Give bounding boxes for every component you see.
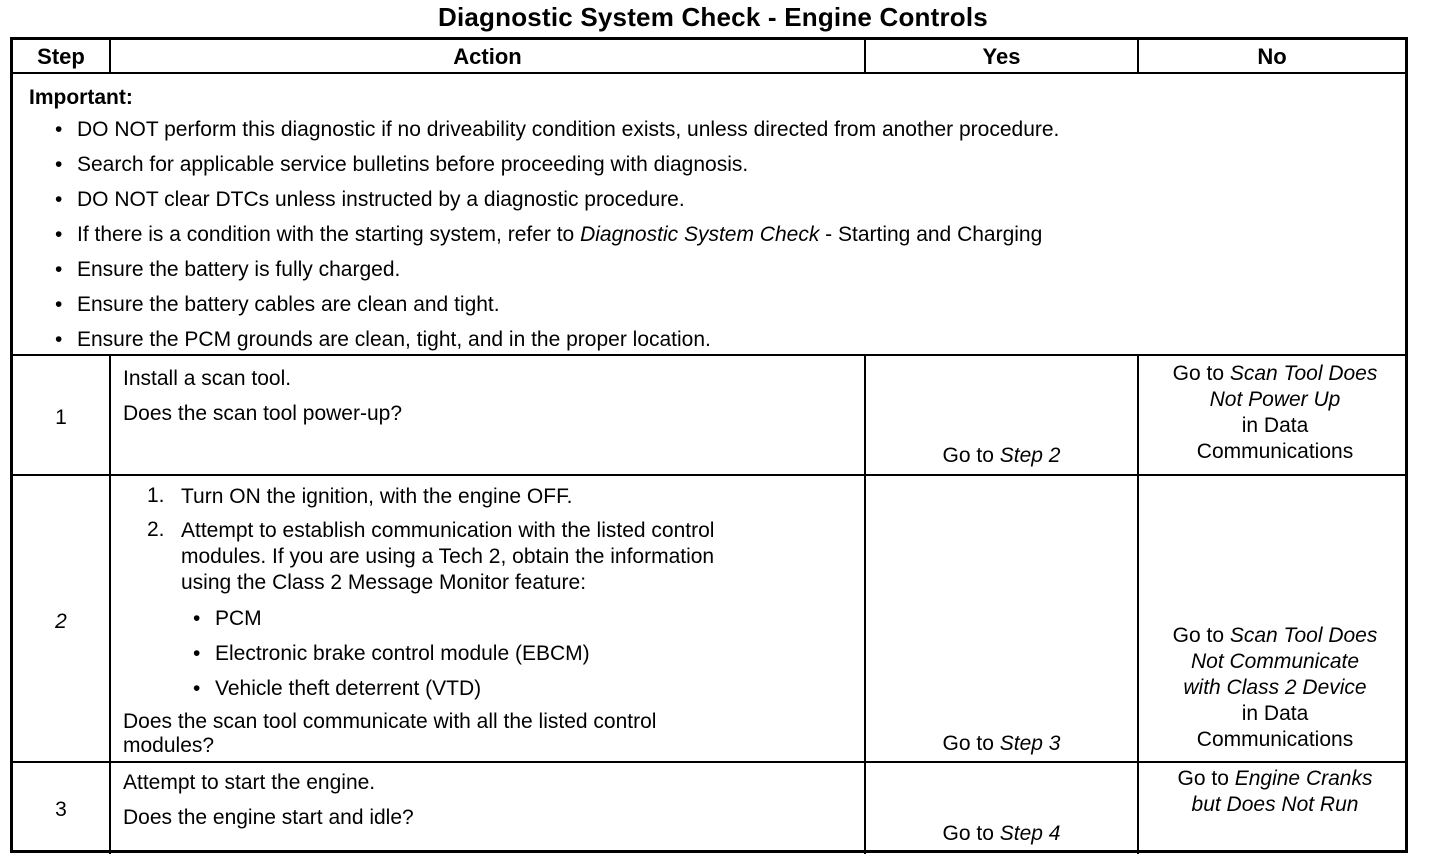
header-action: Action (453, 44, 522, 69)
action-question: Does the scan tool communicate with all the listed control modules? (123, 710, 657, 757)
module-item: • Electronic brake control module (EBCM) (215, 642, 590, 666)
action-text: Attempt to start the engine. (123, 771, 376, 794)
module-item: • Vehicle theft deterrent (VTD) (215, 677, 481, 701)
header-step: Step (37, 44, 85, 69)
header-yes: Yes (982, 44, 1021, 69)
substep-text: Attempt to establish communication with the listed control modules. If you are using a Tech 2, obtain the information using the Class 2 Message Monitor feature: (181, 519, 715, 594)
important-bullet: • DO NOT perform this diagnostic if no driveability condition exists, unless directed from another procedure. (77, 118, 1059, 142)
yes-result: Go to Step 2 (942, 444, 1061, 467)
substep-number: 2. (147, 518, 165, 541)
important-divider (13, 354, 1405, 356)
no-result: Go to Engine Cranks but Does Not Run (1177, 767, 1373, 816)
action-question: Does the engine start and idle? (123, 806, 414, 829)
important-bullet: • Search for applicable service bulletins before proceeding with diagnosis. (77, 153, 748, 177)
important-bullet: • If there is a condition with the starting system, refer to Diagnostic System Check - Starting and Charging (77, 223, 1042, 247)
module-item: • PCM (215, 607, 262, 631)
header-no: No (1257, 44, 1287, 69)
diagnostic-table (10, 37, 1408, 853)
important-bullet: • DO NOT clear DTCs unless instructed by a diagnostic procedure. (77, 188, 685, 212)
yes-result: Go to Step 4 (942, 822, 1061, 845)
important-bullet: • Ensure the PCM grounds are clean, tight, and in the proper location. (77, 328, 711, 352)
important-bullet: • Ensure the battery cables are clean and tight. (77, 293, 500, 317)
col-divider (864, 354, 866, 854)
header-divider (13, 72, 1405, 74)
no-result: Go to Scan Tool Does Not Power Up in Data Communications (1172, 362, 1378, 463)
row2-divider (13, 761, 1405, 763)
substep-text: Turn ON the ignition, with the engine OFF. (181, 485, 573, 508)
step-number: 3 (55, 798, 67, 821)
no-result: Go to Scan Tool Does Not Communicate with Class 2 Device in Data Communications (1172, 624, 1378, 751)
action-question: Does the scan tool power-up? (123, 402, 402, 425)
step-number: 1 (55, 406, 67, 429)
important-bullet: • Ensure the battery is fully charged. (77, 258, 400, 282)
action-text: Install a scan tool. (123, 367, 292, 390)
step-number: 2 (55, 610, 67, 633)
page-title: Diagnostic System Check - Engine Controls (438, 2, 988, 32)
yes-result: Go to Step 3 (942, 732, 1061, 755)
substep-number: 1. (147, 484, 165, 507)
col-divider (109, 354, 111, 854)
row1-divider (13, 474, 1405, 476)
important-label: Important: (29, 86, 133, 109)
